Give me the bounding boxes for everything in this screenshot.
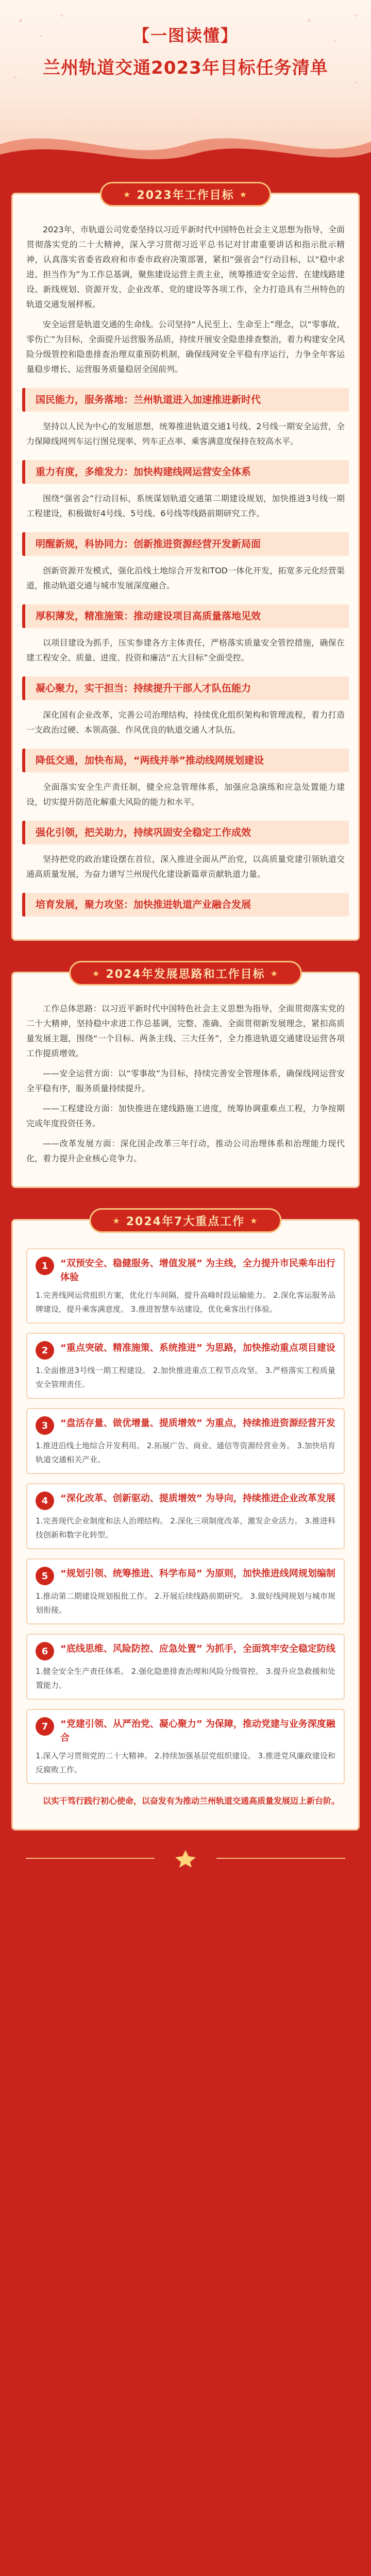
task-title: “盘活存量、做优增量、提质增效” 为重点，持续推进资源经营开发 bbox=[60, 1418, 335, 1429]
page-title: 兰州轨道交通2023年目标任务清单 bbox=[43, 58, 328, 78]
section-ribbon bbox=[100, 182, 271, 207]
section-ribbon bbox=[69, 961, 302, 986]
task-text: 1.推动第二期建设规划报批工作。 2.开展后续线路前期研究。 3.做好线网规划与城市规划衔接。 bbox=[36, 1591, 335, 1615]
task-item bbox=[26, 1483, 345, 1549]
headline bbox=[0, 23, 371, 79]
task-text: 1.推进沿线土地综合开发利用。 2.拓展广告、商业、通信等资源经营业务。 3.加快培育轨道交通相关产业。 bbox=[36, 1441, 335, 1464]
section-key-tasks bbox=[11, 1215, 360, 1831]
task-title: “深化改革、创新驱动、提质增效” 为导向，持续推进企业改革发展 bbox=[60, 1493, 335, 1504]
task-number: 5 bbox=[36, 1567, 54, 1585]
body-paragraph: ——改革发展方面：深化国企改革三年行动，推动公司治理体系和治理能力现代化，着力提升企业核心竞争力。 bbox=[26, 1139, 345, 1163]
section-2023-goals bbox=[11, 189, 360, 941]
body-paragraph: 围绕“强省会”行动目标，系统谋划轨道交通第二期建设规划，加快推进3号线一期工程建设，积极做好4号线、5号线、6号线等线路前期研究工作。 bbox=[26, 494, 345, 518]
task-text: 1.完善现代企业制度和法人治理结构。 2.深化三项制度改革，激发企业活力。 3.推进科技创新和数字化转型。 bbox=[36, 1516, 335, 1539]
task-title: “重点突破、精准施策、系统推进” 为思路，加快推动重点项目建设 bbox=[60, 1343, 335, 1353]
task-item bbox=[26, 1248, 345, 1324]
task-title: “底线思维、风险防控、应急处置” 为抓手，全面筑牢安全稳定防线 bbox=[60, 1643, 335, 1654]
task-text: 1.全面推进3号线一期工程建设。 2.加快推进重点工程节点攻坚。 3.严格落实工程质量安全管理责任。 bbox=[36, 1366, 335, 1389]
body-paragraph: 坚持把党的政治建设摆在首位，深入推进全面从严治党，以高质量党建引领轨道交通高质量发展，为奋力谱写兰州现代化建设新篇章贡献轨道力量。 bbox=[26, 854, 345, 879]
closing-paragraph: 以实干笃行践行初心使命，以奋发有为推动兰州轨道交通高质量发展迈上新台阶。 bbox=[43, 1796, 340, 1806]
star-icon: ★ bbox=[250, 1215, 259, 1226]
headline-tag: 【一图读懂】 bbox=[132, 26, 238, 45]
section-ribbon bbox=[89, 1208, 281, 1233]
subheading: 降低交通，加快布局，“两线并举”推动线网规划建设 bbox=[22, 749, 349, 772]
body-paragraph: 创新资源开发模式，强化沿线土地综合开发和TOD一体化开发，拓宽多元化经营渠道，推动轨道交通与城市发展深度融合。 bbox=[26, 566, 345, 590]
task-number: 4 bbox=[36, 1492, 54, 1510]
intro-paragraph: 2023年，市轨道公司党委坚持以习近平新时代中国特色社会主义思想为指导，全面贯彻落实党的二十大精神，深入学习贯彻习近平总书记对甘肃重要讲话和指示批示精神，认真落实省委省政府和市委市政府决策部署，紧扣“强省会”行动目标，以“稳中求进、担当作为”为工作总基调，聚焦建设运营主责主业，统筹推进安全运营、在建线路建设、新线规划、资源开发、企业改革、党的建设等各项工作，全力打造具有兰州特色的轨道交通发展样板。 bbox=[26, 225, 345, 309]
task-number: 6 bbox=[36, 1642, 54, 1660]
footer-decoration bbox=[26, 1848, 345, 1869]
star-icon: ★ bbox=[92, 968, 101, 978]
section-ribbon-label: 2023年工作目标 bbox=[137, 189, 234, 202]
task-number: 7 bbox=[36, 1717, 54, 1736]
body-paragraph: ——安全运营方面：以“零事故”为目标，持续完善安全管理体系，确保线网运营安全平稳有序，服务质量持续提升。 bbox=[26, 1069, 345, 1093]
task-title: “双预安全、稳健服务、增值发展” 为主线，全力提升市民乘车出行体验 bbox=[60, 1258, 335, 1283]
task-item bbox=[26, 1634, 345, 1700]
body-paragraph: 以项目建设为抓手，压实参建各方主体责任，严格落实质量安全管控措施，确保在建工程安全、质量、进度、投资和廉洁“五大目标”全面受控。 bbox=[26, 638, 345, 663]
task-item bbox=[26, 1333, 345, 1399]
body-paragraph: 工作总体思路：以习近平新时代中国特色社会主义思想为指导，全面贯彻落实党的二十大精神，坚持稳中求进工作总基调，完整、准确、全面贯彻新发展理念，紧扣高质量发展主题，围绕“一个目标、两条主线、三大任务”，全力推进轨道交通建设运营各项工作提质增效。 bbox=[26, 1004, 345, 1058]
task-text: 1.健全安全生产责任体系。 2.强化隐患排查治理和风险分级管控。 3.提升应急救援和处置能力。 bbox=[36, 1667, 335, 1690]
subheading: 培育发展，聚力攻坚：加快推进轨道产业融合发展 bbox=[22, 893, 349, 917]
body-paragraph: ——工程建设方面：加快推进在建线路施工进度，统筹协调重难点工程，力争按期完成年度投资任务。 bbox=[26, 1104, 345, 1128]
body-paragraph: 坚持以人民为中心的发展思想，统筹推进轨道交通1号线、2号线一期安全运营，全力保障线网列车运行图兑现率、列车正点率、乘客满意度保持在较高水平。 bbox=[26, 421, 345, 446]
task-text: 1.深入学习贯彻党的二十大精神。 2.持续加强基层党组织建设。 3.推进党风廉政建设和反腐败工作。 bbox=[36, 1751, 335, 1774]
subheading: 明醒新规，科协同力：创新推进资源经营开发新局面 bbox=[22, 532, 349, 556]
subheading: 重力有度，多维发力：加快构建线网运营安全体系 bbox=[22, 460, 349, 484]
header-banner bbox=[0, 0, 371, 170]
star-icon: ★ bbox=[239, 189, 248, 199]
task-number: 2 bbox=[36, 1341, 54, 1360]
subheading: 国民能力，服务落地：兰州轨道进入加速推进新时代 bbox=[22, 388, 349, 412]
task-title: “党建引领、从严治党、凝心聚力” 为保障，推动党建与业务深度融合 bbox=[60, 1719, 335, 1743]
subheading: 凝心聚力，实干担当：持续提升干部人才队伍能力 bbox=[22, 676, 349, 700]
task-text: 1.完善线网运营组织方案，优化行车间隔，提升高峰时段运输能力。 2.深化客运服务品牌建设，提升乘客满意度。 3.推进智慧车站建设，优化乘客出行体验。 bbox=[36, 1291, 335, 1314]
task-item bbox=[26, 1709, 345, 1784]
task-number: 3 bbox=[36, 1416, 54, 1435]
task-item bbox=[26, 1558, 345, 1624]
body-paragraph: 深化国有企业改革，完善公司治理结构，持续优化组织架构和管理流程，着力打造一支政治过硬、本领高强、作风优良的轨道交通人才队伍。 bbox=[26, 710, 345, 735]
star-icon: ★ bbox=[112, 1215, 121, 1226]
section-ribbon-label: 2024年7大重点工作 bbox=[126, 1215, 245, 1228]
subheading: 强化引领，把关助力，持续巩固安全稳定工作成效 bbox=[22, 821, 349, 844]
section-2024-outlook bbox=[11, 968, 360, 1188]
star-icon: ★ bbox=[123, 189, 132, 199]
intro-paragraph: 安全运营是轨道交通的生命线。公司坚持“人民至上、生命至上”理念，以“零事故、零伤亡”为目标，全面提升运营服务品质，持续开展安全隐患排查整治，着力构建安全风险分级管控和隐患排查治理双重预防机制，确保线网安全平稳有序运行，力争全年客运量稳步增长、运营服务质量稳居全国前列。 bbox=[26, 319, 345, 374]
subheading: 厚积薄发，精准施策：推动建设项目高质量落地见效 bbox=[22, 604, 349, 628]
body-paragraph: 全面落实安全生产责任制，健全应急管理体系，加强应急演练和应急处置能力建设，切实提升防范化解重大风险的能力和水平。 bbox=[26, 782, 345, 807]
star-icon: ★ bbox=[270, 968, 279, 978]
task-title: “规划引领、统筹推进、科学布局” 为原则，加快推进线网规划编制 bbox=[60, 1568, 335, 1579]
wave-decoration bbox=[0, 113, 371, 170]
task-item bbox=[26, 1408, 345, 1474]
task-number: 1 bbox=[36, 1257, 54, 1275]
section-ribbon-label: 2024年发展思路和工作目标 bbox=[106, 968, 265, 981]
